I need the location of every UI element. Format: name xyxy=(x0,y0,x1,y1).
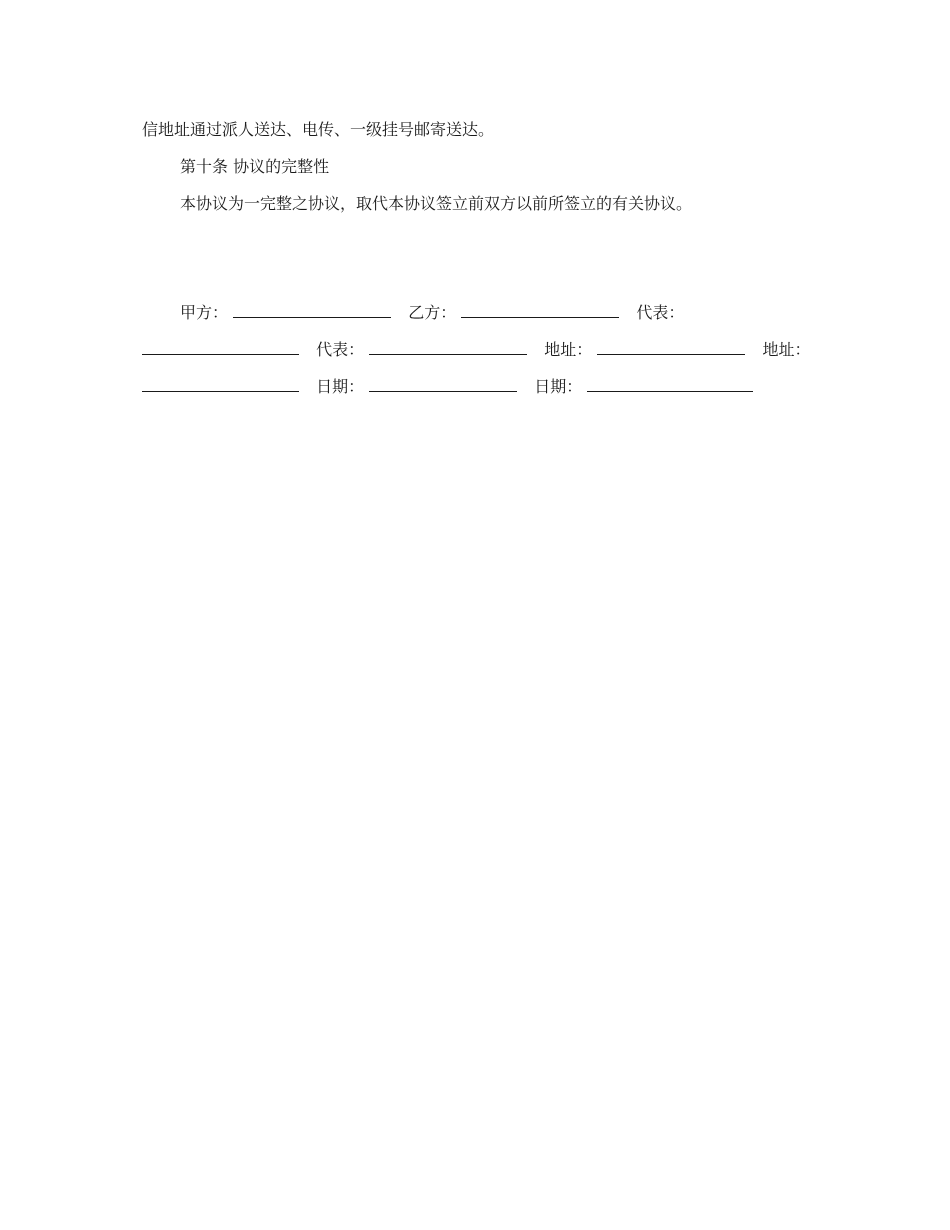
paragraph-continuation: 信地址通过派人送达、电传、一级挂号邮寄送达。 xyxy=(142,120,495,139)
article-10-body: 本协议为一完整之协议，取代本协议签立前双方以前所签立的有关协议。 xyxy=(180,194,693,213)
address-label-2: 地址： xyxy=(762,340,811,359)
party-b-label: 乙方： xyxy=(408,303,457,322)
date-label-2: 日期： xyxy=(534,377,583,396)
signature-row-2 xyxy=(142,340,811,360)
address-1-blank[interactable] xyxy=(597,340,745,355)
date-1-blank[interactable] xyxy=(369,377,517,392)
rep-label-2: 代表： xyxy=(316,340,365,359)
signature-row-3 xyxy=(142,377,753,397)
party-a-label: 甲方： xyxy=(180,303,229,322)
date-2-blank[interactable] xyxy=(587,377,753,392)
party-b-blank[interactable] xyxy=(461,303,619,318)
rep-label-1: 代表： xyxy=(636,303,685,322)
rep-1-blank[interactable] xyxy=(142,340,299,355)
rep-2-blank[interactable] xyxy=(369,340,527,355)
signature-row-1 xyxy=(180,303,684,323)
address-label-1: 地址： xyxy=(544,340,593,359)
party-a-blank[interactable] xyxy=(233,303,391,318)
article-10-heading: 第十条 协议的完整性 xyxy=(180,157,330,176)
date-label-1: 日期： xyxy=(316,377,365,396)
address-2-blank[interactable] xyxy=(142,377,299,392)
